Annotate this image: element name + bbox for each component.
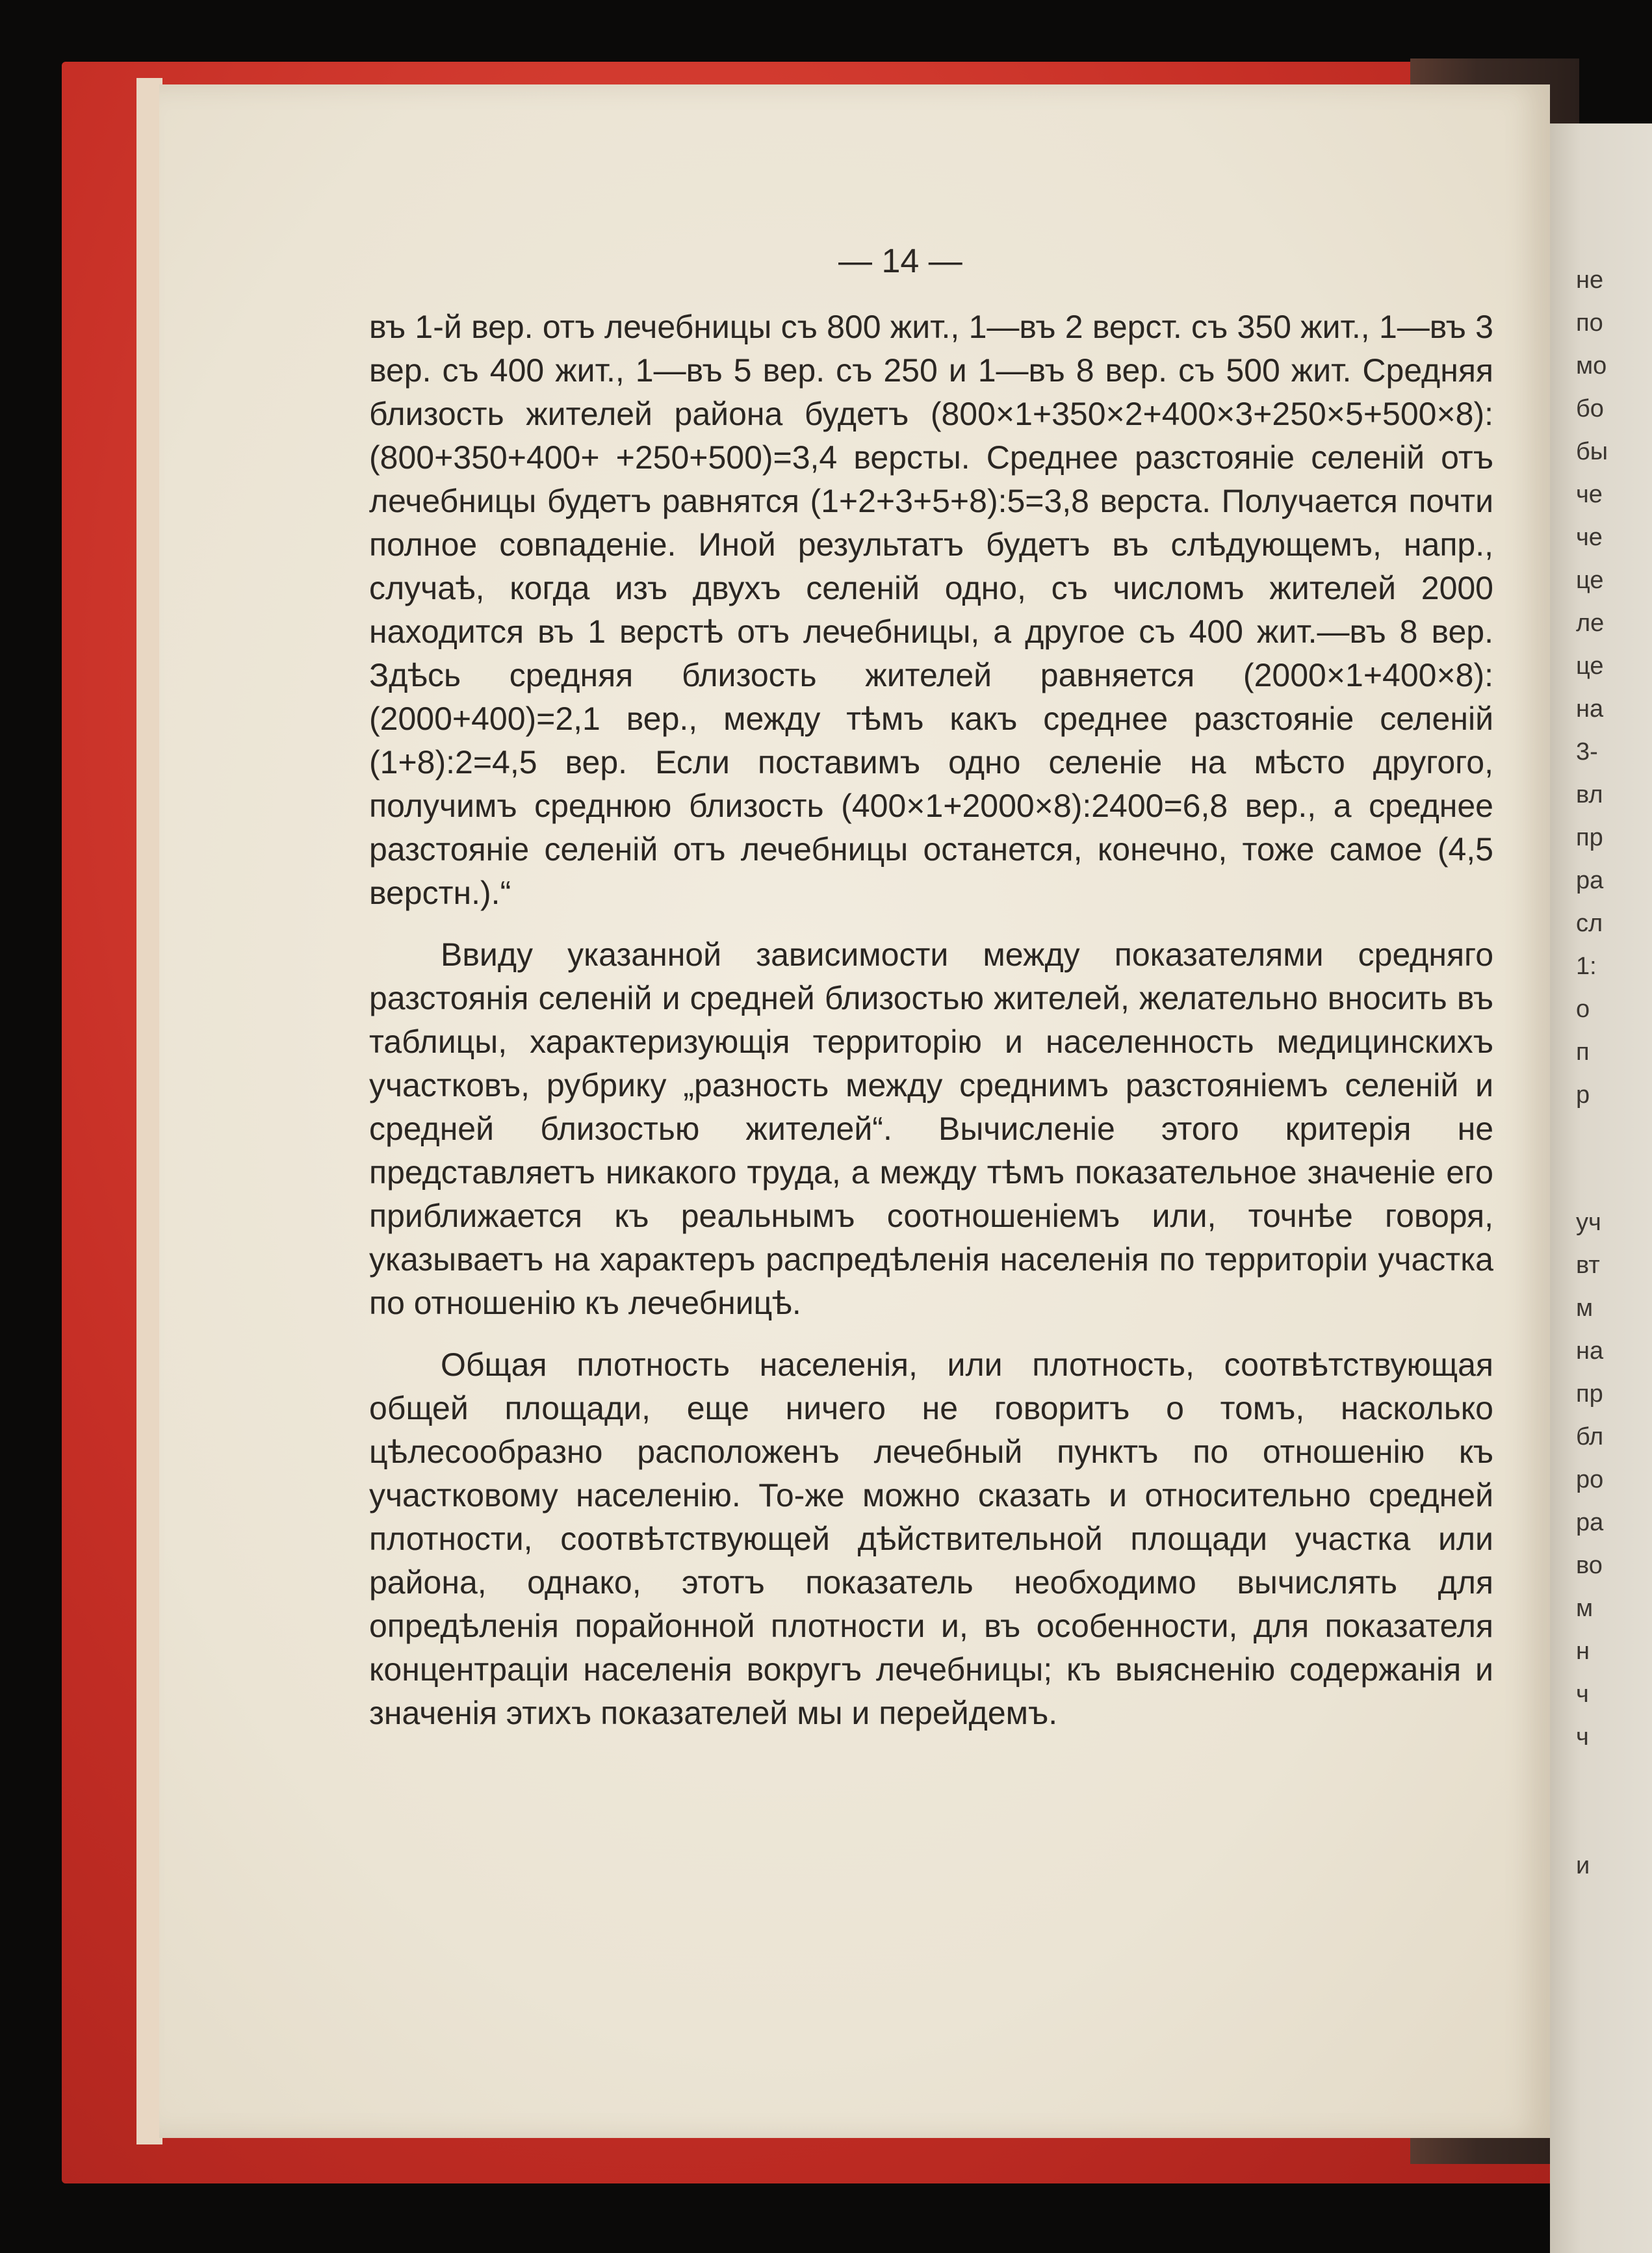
adjacent-page-fragment: бы: [1576, 438, 1608, 465]
adjacent-page-fragment: о: [1576, 996, 1590, 1023]
adjacent-page-fragment: ра: [1576, 867, 1604, 894]
adjacent-page-fragment: не: [1576, 266, 1604, 294]
adjacent-page-fragment: м: [1576, 1595, 1594, 1622]
paragraph-3: Общая плотность населенiя, или плотность, соотвѣтствующая общей площади, еще ничего не говоритъ о томъ, насколько цѣлесообразно расположенъ лечебный пунктъ по отношенiю къ участковому населенiю. То-же можно сказать и относительно средней плотности, соотвѣтствующей дѣйствительной площади участка или района, однако, этотъ показатель необходимо вычислять для опредѣленiя порайонной плотности и, въ особенности, для показателя концентрацiи населенiя вокругъ лечебницы; къ выясненiю содержанiя и значенiя этихъ показателей мы и перейдемъ.: [369, 1346, 1493, 1731]
adjacent-page-fragment: це: [1576, 567, 1604, 594]
adjacent-page-fragment: н: [1576, 1638, 1590, 1665]
adjacent-page-fragment: сл: [1576, 910, 1603, 937]
adjacent-page-fragment: р: [1576, 1081, 1590, 1109]
adjacent-page-fragment: на: [1576, 1337, 1604, 1365]
adjacent-page-fragment: м: [1576, 1294, 1594, 1322]
adjacent-page-fragment: мо: [1576, 352, 1607, 380]
adjacent-page-fragment: вл: [1576, 781, 1603, 808]
adjacent-page: [1550, 123, 1652, 2253]
paragraph-2: Ввиду указанной зависимости между показателями средняго разстоянiя селенiй и средней близостью жителей, желательно вносить въ таблицы, характеризующiя территорiю и населенность медицинскихъ участковъ, рубрику „разность между среднимъ разстоянiемъ селенiй и средней близостью жителей“. Вычисленiе этого критерiя не представляетъ никакого труда, а между тѣмъ показательное значенiе его приближается къ реальнымъ соотношенiемъ или, точнѣе говоря, указываетъ на характеръ распредѣленiя населенiя по территорiи участка по отношенiю къ лечебницѣ.: [369, 936, 1493, 1321]
adjacent-page-fragment: 1:: [1576, 953, 1597, 980]
adjacent-page-fragment: бо: [1576, 395, 1604, 422]
page-edge: [136, 78, 162, 2144]
adjacent-page-fragment: ра: [1576, 1509, 1604, 1536]
page-text: [369, 305, 1493, 1735]
adjacent-page-fragment: бл: [1576, 1423, 1604, 1450]
adjacent-page-fragment: ч: [1576, 1723, 1589, 1751]
adjacent-page-fragment: ле: [1576, 610, 1605, 637]
adjacent-page-fragment: 3-: [1576, 738, 1598, 766]
page-number: — 14 —: [838, 242, 962, 280]
adjacent-page-fragment: че: [1576, 481, 1603, 508]
adjacent-page-fragment: п: [1576, 1038, 1590, 1066]
adjacent-page-fragment: уч: [1576, 1209, 1601, 1236]
adjacent-page-fragment: це: [1576, 652, 1604, 680]
adjacent-page-fragment: на: [1576, 695, 1604, 723]
adjacent-page-fragment: ч: [1576, 1680, 1589, 1708]
adjacent-page-fragment: ро: [1576, 1466, 1604, 1493]
adjacent-page-fragment: пр: [1576, 824, 1603, 851]
adjacent-page-fragment: че: [1576, 524, 1603, 551]
adjacent-page-fragment: во: [1576, 1552, 1603, 1579]
adjacent-page-fragment: пр: [1576, 1380, 1603, 1408]
adjacent-page-fragment: вт: [1576, 1252, 1600, 1279]
adjacent-page-fragment: и: [1576, 1852, 1590, 1879]
adjacent-page-fragment: по: [1576, 309, 1603, 337]
paragraph-1: въ 1-й вер. отъ лечебницы съ 800 жит., 1—въ 2 верст. съ 350 жит., 1—въ 3 вер. съ 400 жит., 1—въ 5 вер. съ 250 и 1—въ 8 вер. съ 500 жит. Средняя близость жителей района будетъ (800×1+350×2+400×3+250×5+500×8):(800+350+400+ +250+500)=3,4 версты. Среднее разстоянiе селенiй отъ лечебницы будетъ равнятся (1+2+3+5+8):5=3,8 верста. Получается почти полное совпаденiе. Иной результатъ будетъ въ слѣдующемъ, напр., случаѣ, когда изъ двухъ селенiй одно, съ числомъ жителей 2000 находится въ 1 верстѣ отъ лечебницы, а другое съ 400 жит.—въ 8 вер. Здѣсь средняя близость жителей равняется (2000×1+400×8):(2000+400)=2,1 вер., между тѣмъ какъ среднее разстоянiе селенiй (1+8):2=4,5 вер. Если поставимъ одно селенiе на мѣсто другого, получимъ среднюю близость (400×1+2000×8):2400=6,8 вер., а среднее разстоянiе селенiй отъ лечебницы останется, конечно, тоже самое (4,5 верстн.).“: [369, 309, 1493, 911]
